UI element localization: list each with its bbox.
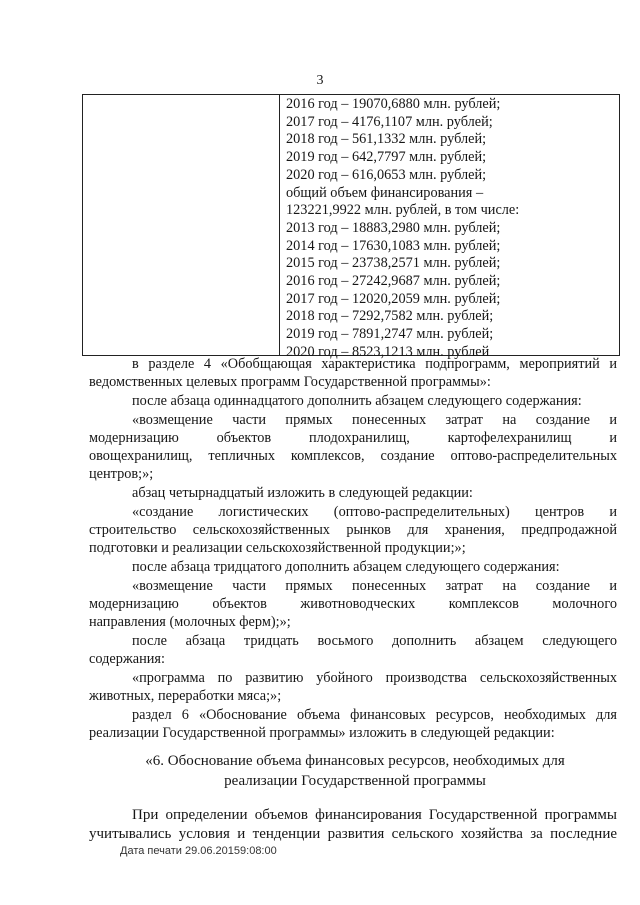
body-line: содержания: bbox=[89, 651, 165, 667]
table-line: общий объем финансирования – bbox=[286, 184, 484, 201]
body-line: строительство сельскохозяйственных рынков для хранения, предпродажной bbox=[89, 522, 617, 538]
page-number: 3 bbox=[316, 73, 324, 88]
body-line: «возмещение части прямых понесенных затрат на создание и bbox=[132, 578, 617, 594]
table-line: 2017 год – 4176,1107 млн. рублей; bbox=[286, 113, 493, 130]
section-heading-line: реализации Государственной программы bbox=[224, 773, 486, 789]
body-line: подготовки и реализации сельскохозяйственной продукции;»; bbox=[89, 540, 466, 556]
table-line: 2018 год – 7292,7582 млн. рублей; bbox=[286, 308, 494, 325]
table-line: 2015 год – 23738,2571 млн. рублей; bbox=[286, 255, 501, 272]
table-line: 2019 год – 642,7797 млн. рублей; bbox=[286, 149, 487, 166]
body-line: направления (молочных ферм);»; bbox=[89, 614, 291, 630]
table-line: 2017 год – 12020,2059 млн. рублей; bbox=[286, 290, 501, 307]
body-line: модернизацию объектов животноводческих комплексов молочного bbox=[89, 596, 617, 612]
body-line: животных, переработки мяса;»; bbox=[89, 688, 282, 704]
body-line: после абзаца тридцать восьмого дополнить абзацем следующего bbox=[132, 633, 617, 649]
body-line: овощехранилищ, тепличных комплексов, создание оптово-распределительных bbox=[89, 448, 617, 464]
body-line: абзац четырнадцатый изложить в следующей редакции: bbox=[132, 485, 473, 501]
table-right-cell bbox=[286, 96, 615, 362]
table-line: 2013 год – 18883,2980 млн. рублей; bbox=[286, 219, 501, 236]
body-line: реализации Государственной программы» изложить в следующей редакции: bbox=[89, 725, 555, 741]
body-line: после абзаца тридцатого дополнить абзацем следующего содержания: bbox=[132, 559, 560, 575]
section-heading-line: «6. Обоснование объема финансовых ресурсов, необходимых для bbox=[145, 753, 565, 769]
closing-line: учитывались условия и тенденции развития сельского хозяйства за последние bbox=[89, 826, 617, 842]
funding-table bbox=[82, 94, 620, 360]
table-line: 2014 год – 17630,1083 млн. рублей; bbox=[286, 237, 501, 254]
table-line: 2016 год – 27242,9687 млн. рублей; bbox=[286, 273, 501, 290]
body-line: «программа по развитию убойного производства сельскохозяйственных bbox=[132, 670, 617, 686]
table-line: 2018 год – 561,1332 млн. рублей; bbox=[286, 131, 487, 148]
body-line: «возмещение части прямых понесенных затрат на создание и bbox=[132, 412, 617, 428]
table-line: 2020 год – 8523,1213 млн. рублей bbox=[286, 343, 490, 360]
body-line: раздел 6 «Обоснование объема финансовых ресурсов, необходимых для bbox=[132, 707, 617, 723]
table-line: 2019 год – 7891,2747 млн. рублей; bbox=[286, 326, 494, 343]
body-line: ведомственных целевых программ Государственной программы»: bbox=[89, 374, 491, 390]
table-line: 123221,9922 млн. рублей, в том числе: bbox=[286, 202, 520, 219]
print-date: Дата печати 29.06.20159:08:00 bbox=[120, 845, 277, 857]
body-line: центров;»; bbox=[89, 466, 154, 482]
closing-line: При определении объемов финансирования Государственной программы bbox=[132, 807, 617, 823]
body-line: после абзаца одиннадцатого дополнить абзацем следующего содержания: bbox=[132, 393, 582, 409]
body-line: «создание логистических (оптово-распределительных) центров и bbox=[132, 504, 617, 520]
table-line: 2020 год – 616,0653 млн. рублей; bbox=[286, 166, 487, 183]
body-line: в разделе 4 «Обобщающая характеристика подпрограмм, мероприятий и bbox=[132, 356, 617, 372]
table-column-divider bbox=[279, 95, 280, 355]
body-line: модернизацию объектов плодохранилищ, картофелехранилищ и bbox=[89, 430, 617, 446]
table-line: 2016 год – 19070,6880 млн. рублей; bbox=[286, 96, 501, 112]
